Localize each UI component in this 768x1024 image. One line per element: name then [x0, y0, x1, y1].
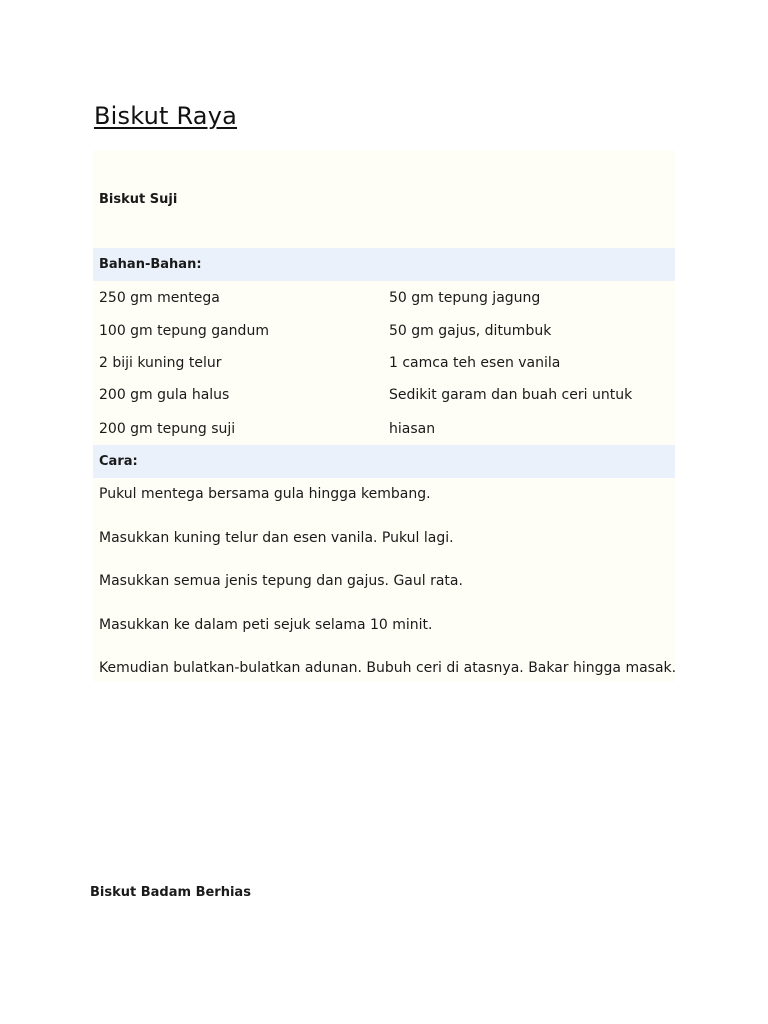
method-step-5: Kemudian bulatkan-bulatkan adunan. Bubuh ceri di atasnya. Bakar hingga masak.	[99, 660, 677, 676]
method-step-3: Masukkan semua jenis tepung dan gajus. Gaul rata.	[99, 573, 463, 589]
ingredient-right-4: Sedikit garam dan buah ceri untuk	[389, 387, 633, 403]
method-heading: Cara:	[99, 454, 138, 469]
ingredient-right-5: hiasan	[389, 421, 436, 437]
ingredient-right-2: 50 gm gajus, ditumbuk	[389, 323, 552, 339]
recipe-name: Biskut Suji	[99, 192, 178, 207]
recipe-box	[93, 150, 675, 682]
method-step-4: Masukkan ke dalam peti sejuk selama 10 minit.	[99, 617, 433, 633]
next-recipe-name: Biskut Badam Berhias	[90, 885, 251, 900]
ingredient-right-1: 50 gm tepung jagung	[389, 290, 541, 306]
ingredient-left-1: 250 gm mentega	[99, 290, 220, 306]
ingredient-left-3: 2 biji kuning telur	[99, 355, 222, 371]
method-step-1: Pukul mentega bersama gula hingga kembang.	[99, 486, 431, 502]
method-step-2: Masukkan kuning telur dan esen vanila. Pukul lagi.	[99, 530, 454, 546]
page-title: Biskut Raya	[94, 102, 238, 130]
ingredient-left-5: 200 gm tepung suji	[99, 421, 236, 437]
ingredient-left-4: 200 gm gula halus	[99, 387, 230, 403]
method-header	[93, 445, 675, 478]
ingredient-right-3: 1 camca teh esen vanila	[389, 355, 561, 371]
ingredients-heading: Bahan-Bahan:	[99, 257, 202, 272]
ingredient-left-2: 100 gm tepung gandum	[99, 323, 269, 339]
ingredients-header	[93, 248, 675, 281]
